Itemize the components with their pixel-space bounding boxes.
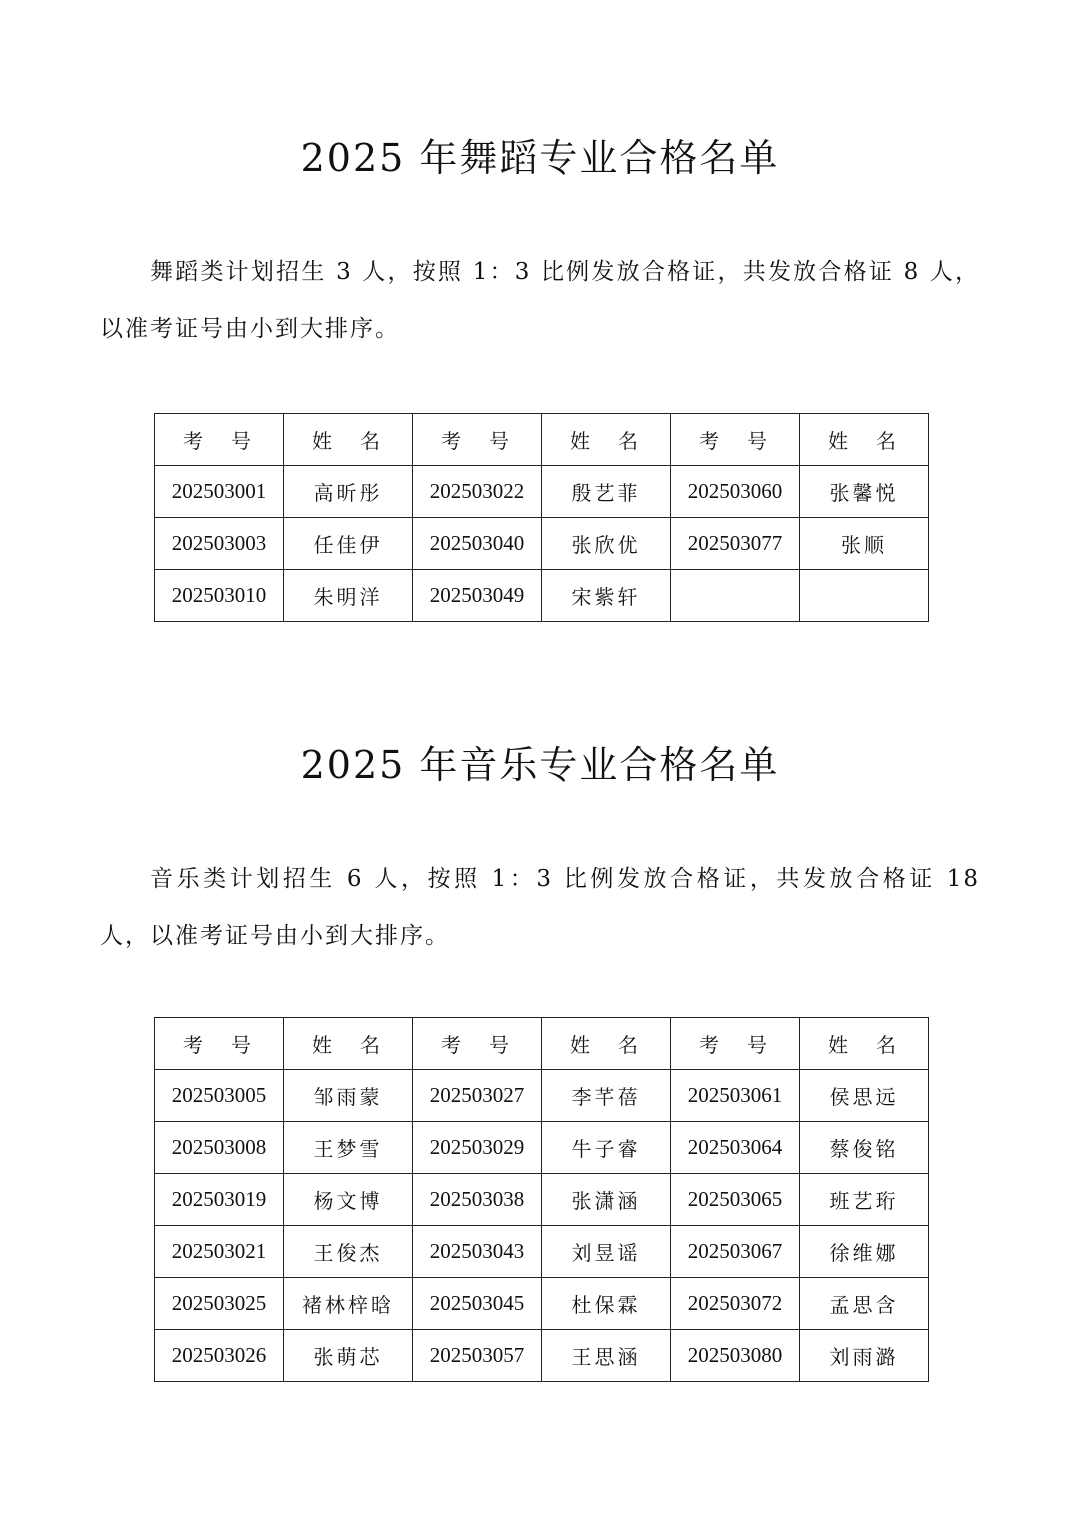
exam-id-cell: 202503064 xyxy=(671,1122,800,1174)
student-name-cell: 侯思远 xyxy=(800,1070,929,1122)
student-name-cell: 牛子睿 xyxy=(542,1122,671,1174)
student-name-cell: 褚林梓晗 xyxy=(284,1278,413,1330)
student-name-cell: 殷艺菲 xyxy=(542,466,671,518)
exam-id-cell: 202503060 xyxy=(671,466,800,518)
student-name-cell: 张馨悦 xyxy=(800,466,929,518)
exam-id-cell: 202503065 xyxy=(671,1174,800,1226)
exam-id-cell: 202503077 xyxy=(671,518,800,570)
table-row xyxy=(155,466,929,518)
name-header: 姓 名 xyxy=(284,1018,413,1070)
exam-id-header: 考 号 xyxy=(155,414,284,466)
exam-id-cell: 202503021 xyxy=(155,1226,284,1278)
student-name-cell: 高昕彤 xyxy=(284,466,413,518)
student-name-cell: 任佳伊 xyxy=(284,518,413,570)
table-header-row xyxy=(155,1018,929,1070)
exam-id-cell: 202503029 xyxy=(413,1122,542,1174)
student-name-cell: 李芊蓓 xyxy=(542,1070,671,1122)
student-name-cell: 王思涵 xyxy=(542,1330,671,1382)
music-title: 2025 年音乐专业合格名单 xyxy=(300,743,780,787)
exam-id-cell: 202503019 xyxy=(155,1174,284,1226)
student-name-cell: 杜保霖 xyxy=(542,1278,671,1330)
exam-id-cell: 202503038 xyxy=(413,1174,542,1226)
exam-id-cell: 202503010 xyxy=(155,570,284,622)
student-name-cell: 张潇涵 xyxy=(542,1174,671,1226)
table-row xyxy=(155,570,929,622)
table-row xyxy=(155,1122,929,1174)
student-name-cell: 刘雨潞 xyxy=(800,1330,929,1382)
exam-id-cell: 202503027 xyxy=(413,1070,542,1122)
student-name-cell: 朱明洋 xyxy=(284,570,413,622)
exam-id-header: 考 号 xyxy=(671,1018,800,1070)
exam-id-cell: 202503061 xyxy=(671,1070,800,1122)
dance-intro: 舞蹈类计划招生 3 人，按照 1：3 比例发放合格证，共发放合格证 8 人，以准考证号由小到大排序。 xyxy=(100,259,980,342)
name-header: 姓 名 xyxy=(542,414,671,466)
student-name-cell: 邹雨蒙 xyxy=(284,1070,413,1122)
student-name-cell: 宋紫轩 xyxy=(542,570,671,622)
table-row xyxy=(155,1070,929,1122)
table-row xyxy=(155,1330,929,1382)
exam-id-header: 考 号 xyxy=(155,1018,284,1070)
table-row xyxy=(155,1278,929,1330)
exam-id-header: 考 号 xyxy=(413,414,542,466)
student-name-cell: 徐维娜 xyxy=(800,1226,929,1278)
music-intro: 音乐类计划招生 6 人，按照 1：3 比例发放合格证，共发放合格证 18 人，以准考证号由小到大排序。 xyxy=(100,866,980,949)
exam-id-cell: 202503043 xyxy=(413,1226,542,1278)
exam-id-cell: 202503072 xyxy=(671,1278,800,1330)
student-name-cell: 刘昱谣 xyxy=(542,1226,671,1278)
exam-id-cell: 202503003 xyxy=(155,518,284,570)
student-name-cell: 班艺珩 xyxy=(800,1174,929,1226)
table-header-row xyxy=(155,414,929,466)
student-name-cell: 杨文博 xyxy=(284,1174,413,1226)
name-header: 姓 名 xyxy=(542,1018,671,1070)
exam-id-header: 考 号 xyxy=(413,1018,542,1070)
exam-id-cell: 202503025 xyxy=(155,1278,284,1330)
exam-id-cell xyxy=(671,570,800,622)
table-row xyxy=(155,1174,929,1226)
exam-id-cell: 202503005 xyxy=(155,1070,284,1122)
student-name-cell: 蔡俊铭 xyxy=(800,1122,929,1174)
exam-id-cell: 202503040 xyxy=(413,518,542,570)
exam-id-cell: 202503057 xyxy=(413,1330,542,1382)
name-header: 姓 名 xyxy=(284,414,413,466)
exam-id-cell: 202503049 xyxy=(413,570,542,622)
student-name-cell xyxy=(800,570,929,622)
student-name-cell: 王梦雪 xyxy=(284,1122,413,1174)
exam-id-header: 考 号 xyxy=(671,414,800,466)
table-row xyxy=(155,518,929,570)
exam-id-cell: 202503080 xyxy=(671,1330,800,1382)
exam-id-cell: 202503008 xyxy=(155,1122,284,1174)
table-row xyxy=(155,1226,929,1278)
exam-id-cell: 202503067 xyxy=(671,1226,800,1278)
exam-id-cell: 202503022 xyxy=(413,466,542,518)
dance-title: 2025 年舞蹈专业合格名单 xyxy=(300,136,780,180)
exam-id-cell: 202503026 xyxy=(155,1330,284,1382)
name-header: 姓 名 xyxy=(800,1018,929,1070)
exam-id-cell: 202503045 xyxy=(413,1278,542,1330)
student-name-cell: 张萌芯 xyxy=(284,1330,413,1382)
student-name-cell: 王俊杰 xyxy=(284,1226,413,1278)
student-name-cell: 孟思含 xyxy=(800,1278,929,1330)
dance-roster-table xyxy=(154,413,929,622)
music-roster-table xyxy=(154,1017,929,1382)
student-name-cell: 张顺 xyxy=(800,518,929,570)
name-header: 姓 名 xyxy=(800,414,929,466)
student-name-cell: 张欣优 xyxy=(542,518,671,570)
exam-id-cell: 202503001 xyxy=(155,466,284,518)
